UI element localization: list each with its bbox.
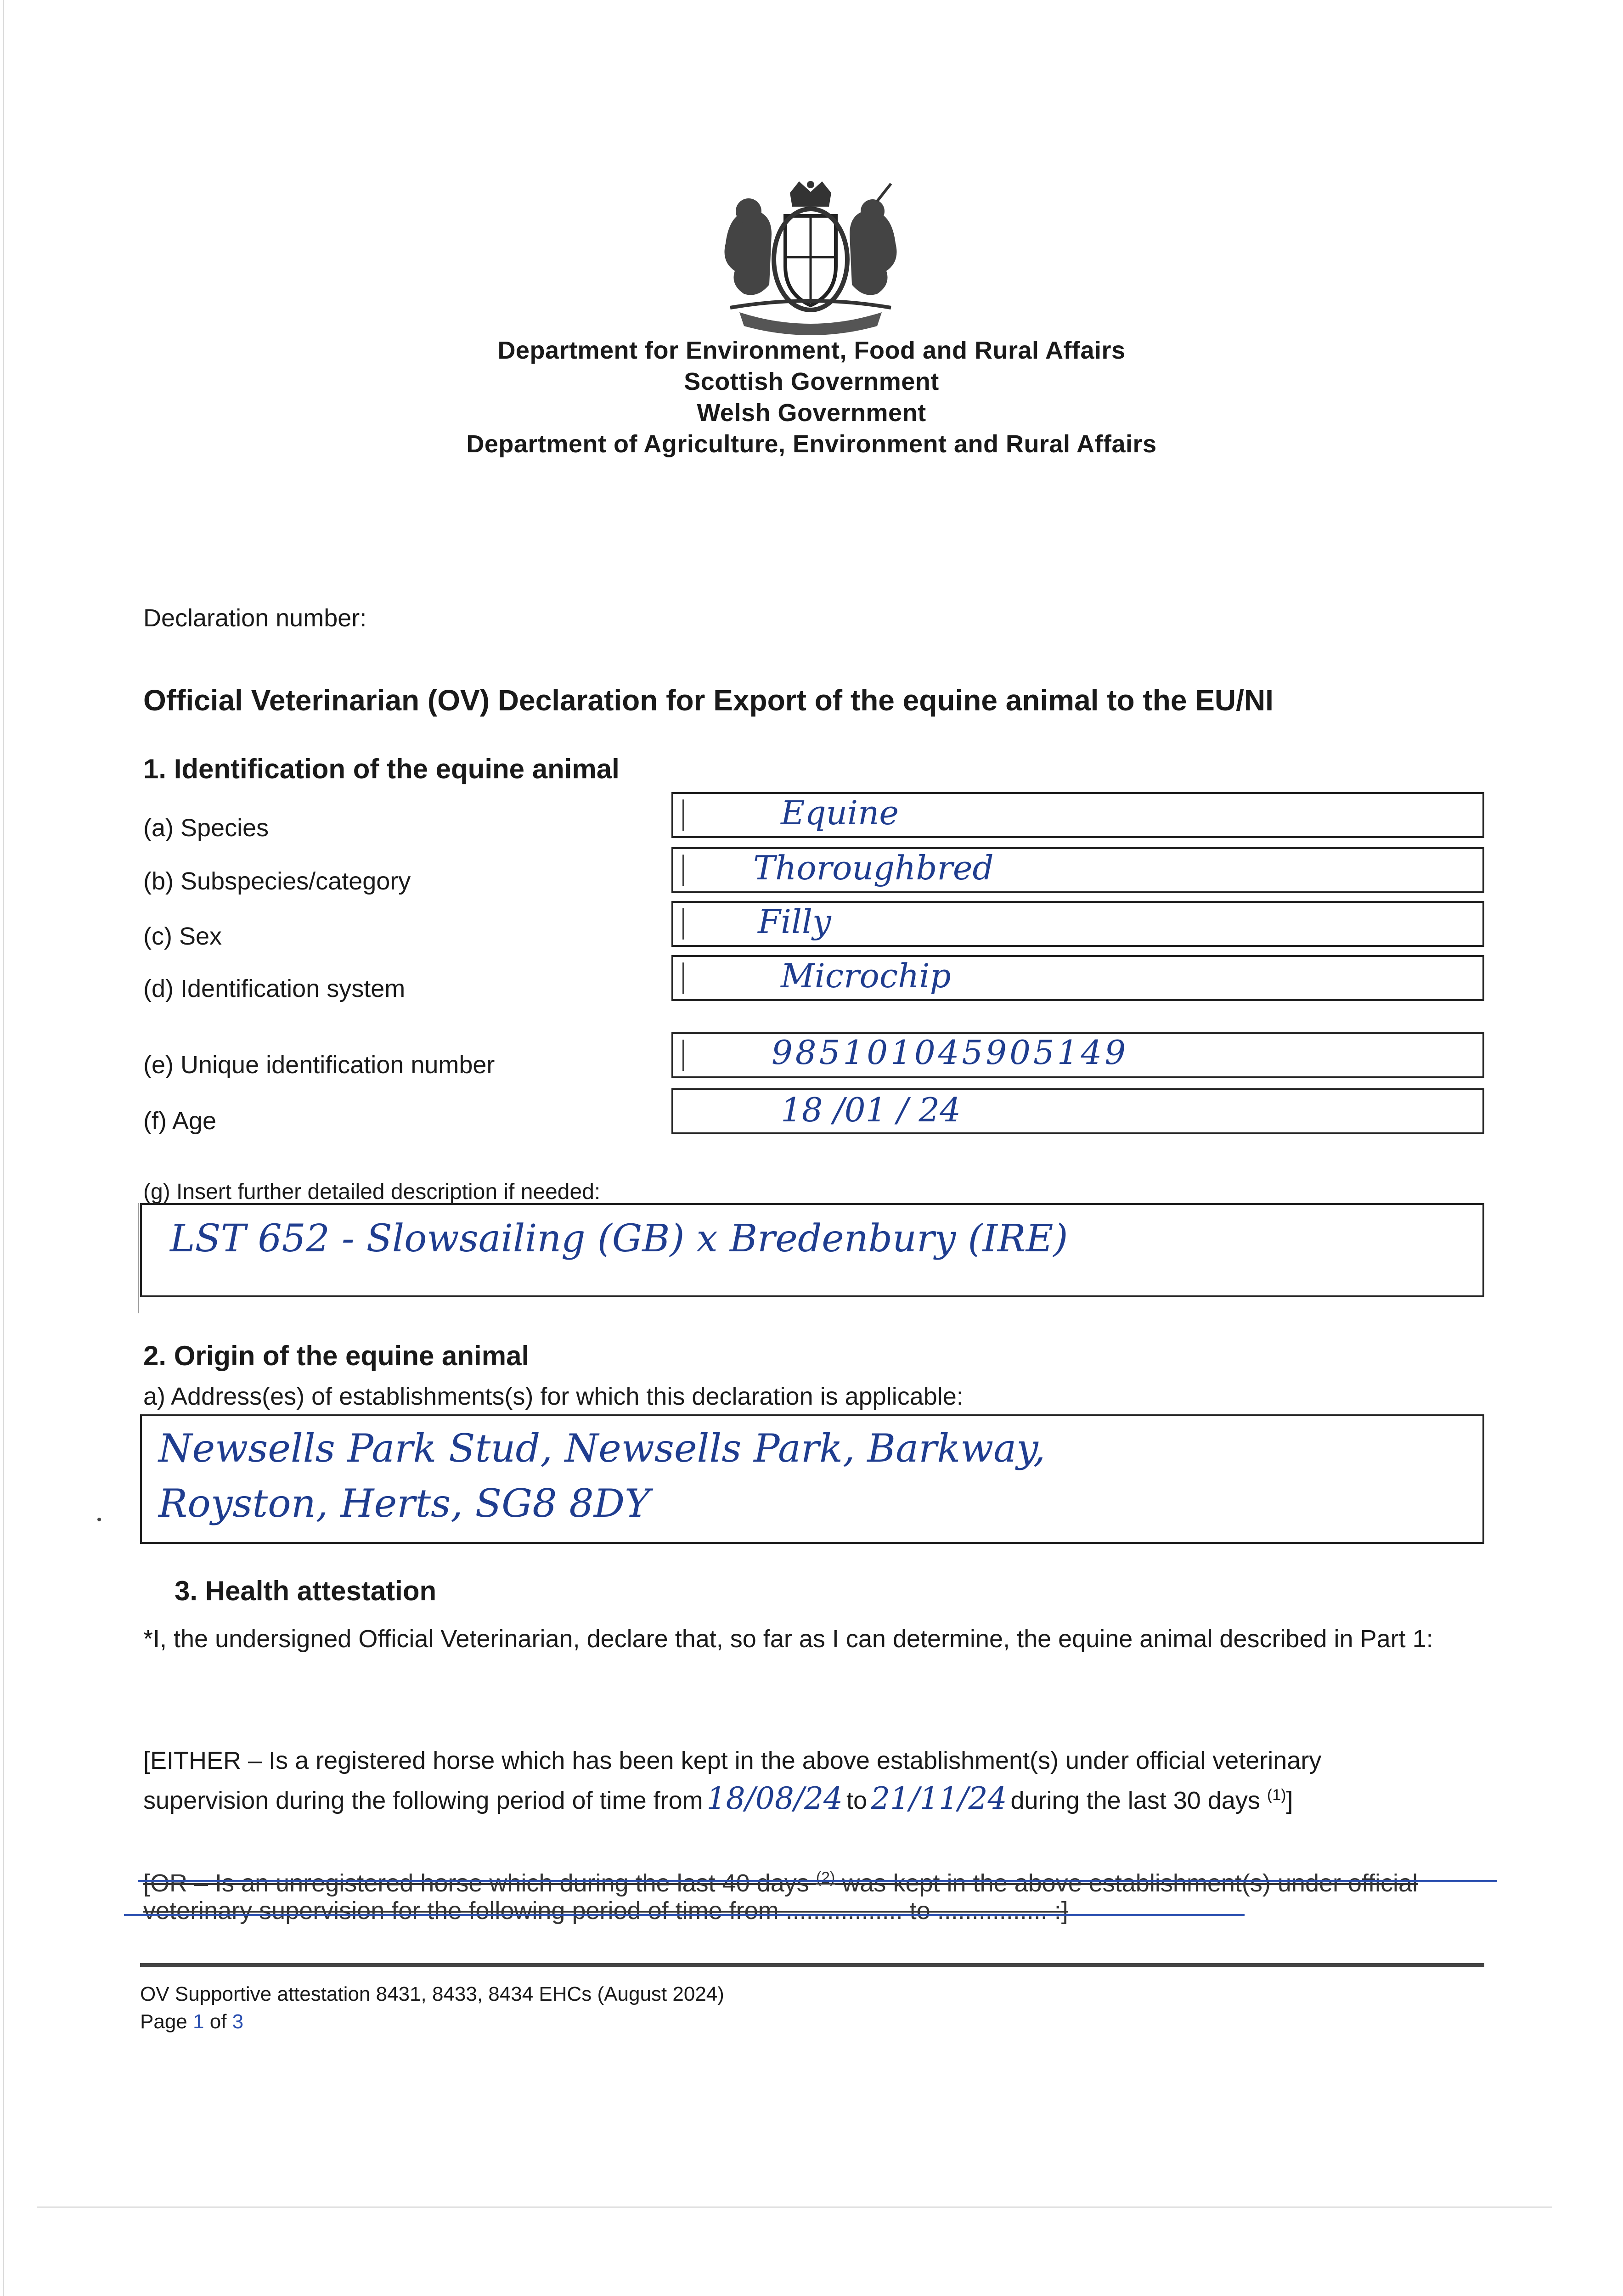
either-line-2-pre: supervision during the following period of time from [143, 1787, 703, 1814]
or-line-1-a: [OR – Is an unregistered horse which during the last 40 days [143, 1869, 809, 1897]
scan-edge-bottom [37, 2206, 1552, 2208]
header-line-welsh: Welsh Government [697, 399, 926, 427]
field-value-sex: Filly [758, 902, 831, 941]
further-description-value: LST 652 - Slowsailing (GB) x Bredenbury (IRE) [170, 1217, 1068, 1261]
address-line-2: Royston, Herts, SG8 8DY [158, 1481, 650, 1526]
section-3-heading: 3. Health attestation [175, 1576, 437, 1606]
or-strike-line-2 [124, 1914, 1245, 1916]
or-footnote-ref: (2) [816, 1869, 835, 1886]
scan-edge-left [3, 0, 4, 2296]
either-line-2 [143, 1777, 1293, 1818]
field-label-subspecies: (b) Subspecies/category [143, 867, 411, 895]
footer-attestation: OV Supportive attestation 8431, 8433, 8434 EHCs (August 2024) [140, 1983, 724, 2005]
field-label-species: (a) Species [143, 814, 269, 842]
field-value-id-system: Microchip [781, 957, 951, 995]
field-label-id-system: (d) Identification system [143, 975, 406, 1002]
either-from-date: 18/08/24 [706, 1781, 843, 1816]
royal-crest-icon [712, 179, 909, 335]
either-footnote-ref: (1) [1267, 1786, 1286, 1804]
either-to-date: 21/11/24 [871, 1781, 1007, 1816]
field-value-uid: 985101045905149 [772, 1033, 1129, 1072]
or-strike-line-1 [138, 1880, 1497, 1882]
either-line-2-post: during the last 30 days [1010, 1787, 1260, 1814]
footer-page-word: Page [140, 2010, 187, 2033]
field-label-uid: (e) Unique identification number [143, 1051, 495, 1079]
field-label-age: (f) Age [143, 1107, 217, 1135]
declaration-number-label: Declaration number: [143, 604, 367, 632]
health-intro: *I, the undersigned Official Veterinarian, declare that, so far as I can determine, the equine animal described in Part 1: [143, 1625, 1433, 1653]
footer-rule [140, 1963, 1484, 1967]
section-2-heading: 2. Origin of the equine animal [143, 1340, 530, 1371]
address-line-1: Newsells Park Stud, Newsells Park, Barkway, [158, 1426, 1046, 1471]
footer-page-number: 1 [193, 2010, 204, 2033]
header-line-defra: Department for Environment, Food and Rural Affairs [497, 337, 1126, 364]
either-end-bracket: ] [1286, 1787, 1293, 1814]
field-value-subspecies: Thoroughbred [753, 849, 994, 887]
field-value-age: 18 /01 / 24 [781, 1091, 961, 1129]
further-description-label: (g) Insert further detailed description if needed: [143, 1180, 601, 1204]
left-margin-line [138, 1203, 139, 1313]
header-line-daera: Department of Agriculture, Environment and Rural Affairs [466, 430, 1157, 458]
field-label-sex: (c) Sex [143, 923, 222, 950]
header-line-scottish: Scottish Government [684, 368, 939, 395]
field-value-species: Equine [781, 793, 899, 832]
section-1-heading: 1. Identification of the equine animal [143, 754, 620, 784]
or-line-2: veterinary supervision for the following period of time from ................. to ................ :] [143, 1897, 1068, 1925]
footer-page [140, 2010, 243, 2033]
address-label: a) Address(es) of establishments(s) for which this declaration is applicable: [143, 1383, 964, 1410]
or-line-1-b: was kept in the above establishment(s) under official [842, 1869, 1418, 1897]
footer-of-word: of [209, 2010, 227, 2033]
either-line-1: [EITHER – Is a registered horse which has been kept in the above establishment(s) under official veterinary [143, 1747, 1322, 1774]
either-to-word: to [846, 1787, 868, 1814]
footer-page-total: 3 [232, 2010, 244, 2033]
document-title: Official Veterinarian (OV) Declaration for Export of the equine animal to the EU/NI [143, 684, 1274, 717]
margin-dot [97, 1518, 101, 1521]
